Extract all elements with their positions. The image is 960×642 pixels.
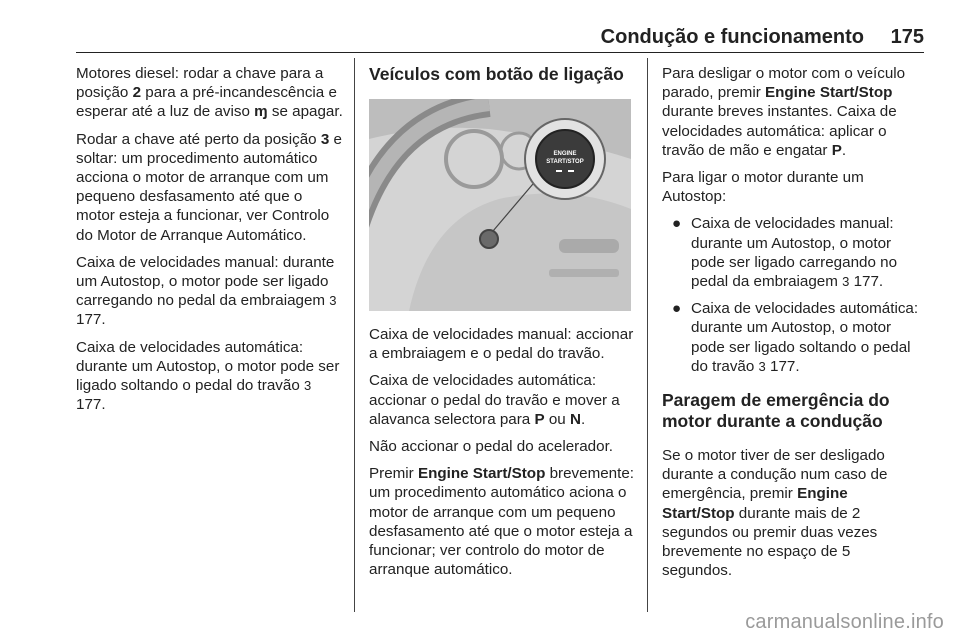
- paragraph: Motores diesel: rodar a chave para a posição 2 para a pré-incandescência e esperar até a luz de aviso ɱ se apagar.: [76, 65, 343, 121]
- page-ref-arrow-icon: 3: [758, 358, 766, 374]
- bullet-icon: ●: [672, 215, 682, 233]
- list-item: ● Caixa de velocidades manual: durante um Autostop, o motor pode ser ligado carregando no pedal da embraiagem 3 177.: [672, 215, 898, 291]
- page-ref-arrow-icon: 3: [842, 274, 850, 290]
- paragraph: Para desligar o motor com o veículo parado, premir Engine Start/Stop durante breves instantes. Caixa de velocidades automática: aplicar o travão de mão e engatar P.: [662, 65, 906, 159]
- header-divider: [76, 52, 924, 53]
- page-header: [76, 26, 924, 50]
- glow-plug-icon: ɱ: [254, 103, 268, 121]
- paragraph: Caixa de velocidades automática: accionar o pedal do travão e mover a alavanca selectora para P ou N.: [369, 372, 620, 428]
- paragraph: Caixa de velocidades manual: durante um Autostop, o motor pode ser ligado carregando no pedal da embraiagem 3 177.: [76, 253, 337, 329]
- page-ref-arrow-icon: 3: [303, 378, 312, 394]
- column-divider-2: [647, 58, 648, 612]
- bullet-icon: ●: [672, 300, 682, 318]
- list-item: ● Caixa de velocidades automática: durante um Autostop, o motor pode ser ligado soltando o pedal do travão 3 177.: [672, 300, 919, 375]
- column-2: [369, 64, 635, 587]
- section-heading: Veículos com botão de ligação: [369, 64, 624, 84]
- column-1: [76, 64, 344, 422]
- paragraph: Rodar a chave até perto da posição 3 e soltar: um procedimento automático acciona o motor de arranque com um pequeno desfasamento até que o motor esteja a funcionar, ver Controlo do Motor de Arranque Automático.: [76, 130, 342, 244]
- page-number: 175: [890, 26, 924, 48]
- column-3: [662, 64, 924, 588]
- section-title: Condução e funcionamento: [600, 26, 864, 48]
- paragraph: Caixa de velocidades manual: accionar a embraiagem e o pedal do travão.: [369, 326, 634, 363]
- button-label-line2: START/STOP: [546, 159, 584, 165]
- engine-start-button-illustration: [369, 99, 631, 311]
- paragraph: Premir Engine Start/Stop brevemente: um procedimento automático aciona o motor de arranque com um pequeno desfasamento até que o motor esteja a funcionar; ver controlo do motor de arranque automático.: [369, 465, 635, 579]
- column-divider-1: [354, 58, 355, 612]
- paragraph: Se o motor tiver de ser desligado durante a condução num caso de emergência, premir Engine Start/Stop durante mais de 2 segundos ou premir duas vezes brevemente no espaço de 5 segundos.: [662, 447, 888, 580]
- paragraph: Caixa de velocidades automática: durante um Autostop, o motor pode ser ligado soltando o pedal do travão 3 177.: [76, 338, 340, 414]
- section-heading: Paragem de emergência do motor durante a condução: [662, 390, 890, 432]
- paragraph: Não accionar o pedal do acelerador.: [369, 438, 614, 456]
- page-ref-arrow-icon: 3: [329, 293, 337, 309]
- button-label-line1: ENGINE: [553, 151, 577, 157]
- paragraph: Para ligar o motor durante um Autostop:: [662, 169, 864, 206]
- watermark: carmanualsonline.info: [745, 611, 944, 633]
